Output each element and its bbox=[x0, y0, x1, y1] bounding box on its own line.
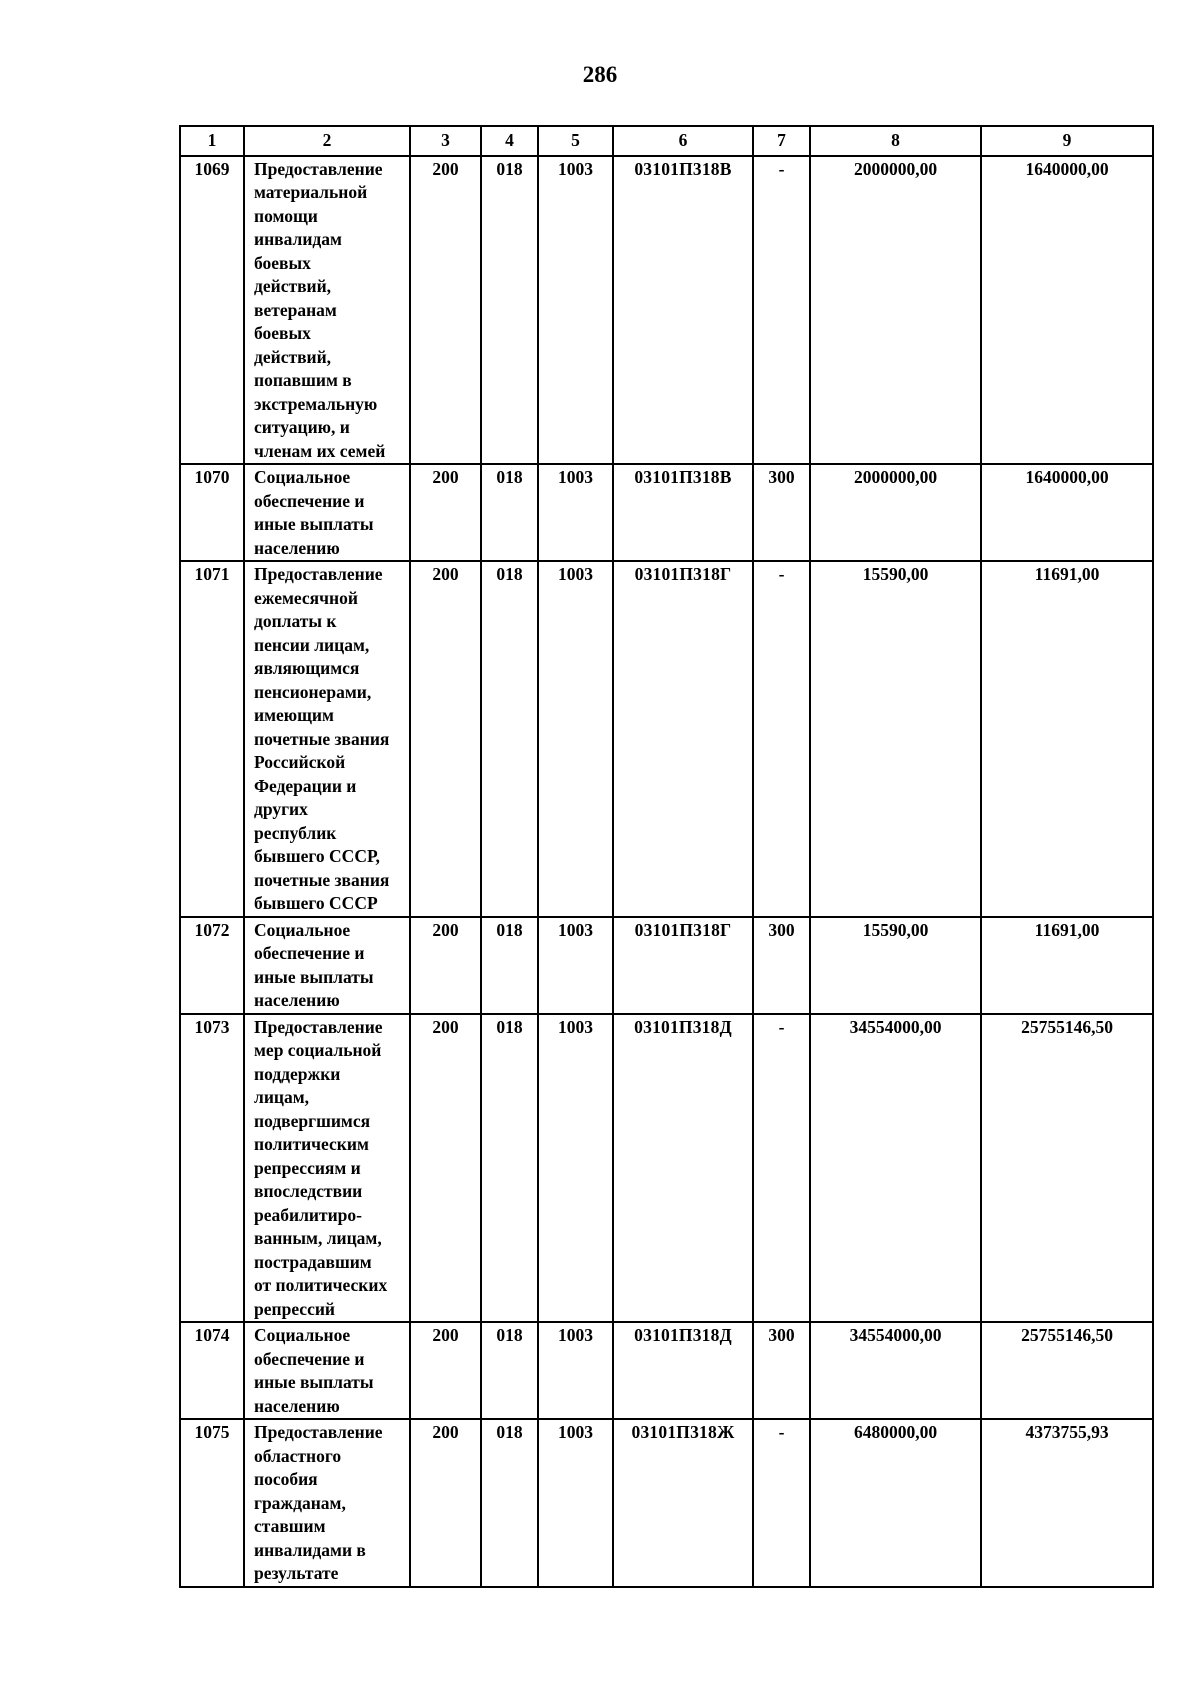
row-name-line: боевых bbox=[254, 323, 311, 343]
row-name-line: бывшего СССР bbox=[254, 893, 378, 913]
row-name-line: обеспечение и bbox=[254, 490, 365, 511]
cell-col-4: 018 bbox=[481, 464, 538, 561]
row-name-line: бывшего СССР, bbox=[254, 846, 380, 866]
cell-col-4: 018 bbox=[481, 156, 538, 465]
row-name-cell bbox=[244, 1014, 410, 1323]
row-name-line: Российской bbox=[254, 752, 346, 772]
row-name-line: боевых bbox=[254, 252, 311, 273]
row-number-cell: 1070 bbox=[180, 464, 244, 561]
row-name-line: Социальное bbox=[254, 1325, 351, 1345]
cell-amount-actual: 1640000,00 bbox=[981, 464, 1153, 561]
row-name-line: действий, bbox=[254, 276, 332, 296]
row-name-line: действий, bbox=[254, 346, 332, 367]
cell-col-5: 1003 bbox=[538, 1419, 613, 1587]
row-name-line: областного bbox=[254, 1445, 342, 1466]
row-name-line: Предоставление bbox=[254, 1016, 383, 1037]
row-name-line: инвалидами в bbox=[254, 1539, 366, 1560]
cell-col-4: 018 bbox=[481, 1419, 538, 1587]
cell-col-4: 018 bbox=[481, 1322, 538, 1419]
col-header: 5 bbox=[538, 126, 613, 156]
row-name-line: результате bbox=[254, 1563, 339, 1583]
cell-col-4: 018 bbox=[481, 1014, 538, 1323]
header-row bbox=[180, 126, 1153, 156]
row-name-line: пособия bbox=[254, 1469, 318, 1489]
cell-col-7: 300 bbox=[753, 917, 810, 1014]
row-name-line: попавшим в bbox=[254, 370, 352, 390]
cell-amount-plan: 34554000,00 bbox=[810, 1014, 981, 1323]
row-number-cell: 1071 bbox=[180, 561, 244, 917]
cell-target-code: 03101П318Д bbox=[613, 1322, 753, 1419]
row-name-line: обеспечение и bbox=[254, 1348, 365, 1369]
cell-col-4: 018 bbox=[481, 917, 538, 1014]
cell-amount-actual: 11691,00 bbox=[981, 561, 1153, 917]
col-header: 9 bbox=[981, 126, 1153, 156]
table-row bbox=[180, 1419, 1153, 1587]
cell-target-code: 03101П318В bbox=[613, 156, 753, 465]
row-name-line: ежемесячной bbox=[254, 587, 358, 608]
cell-target-code: 03101П318В bbox=[613, 464, 753, 561]
cell-amount-actual: 25755146,50 bbox=[981, 1014, 1153, 1323]
cell-col-7: - bbox=[753, 1014, 810, 1323]
cell-col-3: 200 bbox=[410, 1419, 481, 1587]
cell-col-7: - bbox=[753, 156, 810, 465]
row-name-line: мер социальной bbox=[254, 1040, 382, 1060]
cell-col-7: - bbox=[753, 561, 810, 917]
row-name-line: материальной bbox=[254, 182, 368, 202]
row-name-line: от политических bbox=[254, 1275, 388, 1295]
cell-target-code: 03101П318Ж bbox=[613, 1419, 753, 1587]
col-header: 6 bbox=[613, 126, 753, 156]
cell-amount-actual: 25755146,50 bbox=[981, 1322, 1153, 1419]
cell-amount-plan: 2000000,00 bbox=[810, 464, 981, 561]
table-row bbox=[180, 1014, 1153, 1323]
row-name-line: населению bbox=[254, 990, 340, 1010]
row-number-cell: 1072 bbox=[180, 917, 244, 1014]
cell-amount-actual: 4373755,93 bbox=[981, 1419, 1153, 1587]
row-name-line: иные выплаты bbox=[254, 966, 374, 987]
row-name-line: ванным, лицам, bbox=[254, 1228, 382, 1248]
cell-amount-actual: 11691,00 bbox=[981, 917, 1153, 1014]
row-name-line: экстремальную bbox=[254, 393, 378, 414]
row-name-line: пенсионерами, bbox=[254, 681, 372, 702]
cell-col-5: 1003 bbox=[538, 561, 613, 917]
cell-col-3: 200 bbox=[410, 1014, 481, 1323]
page-number: 286 bbox=[582, 62, 618, 87]
table-row bbox=[180, 1322, 1153, 1419]
table-body bbox=[180, 156, 1153, 1587]
cell-amount-plan: 34554000,00 bbox=[810, 1322, 981, 1419]
row-name-line: реабилитиро- bbox=[254, 1204, 362, 1225]
row-name-line: населению bbox=[254, 537, 340, 558]
row-name-line: поддержки bbox=[254, 1063, 341, 1084]
row-name-line: доплаты к bbox=[254, 611, 337, 631]
row-name-line: пенсии лицам, bbox=[254, 634, 370, 655]
budget-table bbox=[179, 125, 1154, 1588]
row-name-line: почетные звания bbox=[254, 869, 390, 890]
row-name-line: ветеранам bbox=[254, 299, 337, 320]
cell-col-4: 018 bbox=[481, 561, 538, 917]
row-name-line: других bbox=[254, 799, 308, 819]
table-row bbox=[180, 464, 1153, 561]
row-name-line: республик bbox=[254, 822, 337, 843]
row-name-line: Социальное bbox=[254, 919, 351, 940]
row-number-cell: 1073 bbox=[180, 1014, 244, 1323]
row-name-line: обеспечение и bbox=[254, 943, 365, 963]
cell-target-code: 03101П318Г bbox=[613, 561, 753, 917]
col-header: 8 bbox=[810, 126, 981, 156]
table-row bbox=[180, 156, 1153, 465]
row-name-line: Федерации и bbox=[254, 775, 357, 796]
row-name-line: почетные звания bbox=[254, 728, 390, 749]
cell-amount-plan: 6480000,00 bbox=[810, 1419, 981, 1587]
row-name-line: пострадавшим bbox=[254, 1251, 372, 1272]
row-name-line: ситуацию, и bbox=[254, 417, 350, 437]
col-header: 3 bbox=[410, 126, 481, 156]
cell-col-5: 1003 bbox=[538, 1014, 613, 1323]
cell-col-7: - bbox=[753, 1419, 810, 1587]
row-name-cell bbox=[244, 156, 410, 465]
row-name-cell bbox=[244, 1322, 410, 1419]
row-name-cell bbox=[244, 561, 410, 917]
row-name-line: Социальное bbox=[254, 467, 351, 487]
row-name-line: ставшим bbox=[254, 1516, 326, 1536]
row-name-line: иные выплаты bbox=[254, 514, 374, 534]
row-name-line: репрессиям и bbox=[254, 1157, 361, 1178]
cell-col-5: 1003 bbox=[538, 156, 613, 465]
col-header: 2 bbox=[244, 126, 410, 156]
col-header: 7 bbox=[753, 126, 810, 156]
row-number-cell: 1074 bbox=[180, 1322, 244, 1419]
row-name-line: гражданам, bbox=[254, 1492, 346, 1513]
row-name-line: впоследствии bbox=[254, 1181, 363, 1201]
col-header: 4 bbox=[481, 126, 538, 156]
row-name-line: Предоставление bbox=[254, 1422, 383, 1442]
table-row bbox=[180, 561, 1153, 917]
cell-col-5: 1003 bbox=[538, 1322, 613, 1419]
cell-col-5: 1003 bbox=[538, 917, 613, 1014]
cell-amount-plan: 15590,00 bbox=[810, 561, 981, 917]
row-name-cell bbox=[244, 1419, 410, 1587]
cell-col-7: 300 bbox=[753, 464, 810, 561]
cell-target-code: 03101П318Д bbox=[613, 1014, 753, 1323]
row-name-line: являющимся bbox=[254, 658, 360, 678]
cell-col-3: 200 bbox=[410, 464, 481, 561]
row-name-line: иные выплаты bbox=[254, 1372, 374, 1392]
row-number-cell: 1069 bbox=[180, 156, 244, 465]
row-name-line: репрессий bbox=[254, 1298, 335, 1319]
row-name-line: инвалидам bbox=[254, 229, 342, 249]
cell-amount-plan: 2000000,00 bbox=[810, 156, 981, 465]
cell-col-3: 200 bbox=[410, 561, 481, 917]
cell-col-3: 200 bbox=[410, 1322, 481, 1419]
row-name-line: населению bbox=[254, 1395, 340, 1416]
cell-target-code: 03101П318Г bbox=[613, 917, 753, 1014]
row-name-line: членам их семей bbox=[254, 440, 386, 461]
table-row bbox=[180, 917, 1153, 1014]
row-name-line: Предоставление bbox=[254, 158, 383, 179]
row-name-line: подвергшимся bbox=[254, 1110, 371, 1131]
row-name-line: помощи bbox=[254, 205, 318, 226]
row-name-line: лицам, bbox=[254, 1087, 310, 1107]
cell-amount-plan: 15590,00 bbox=[810, 917, 981, 1014]
row-name-line: имеющим bbox=[254, 705, 334, 725]
row-name-line: политическим bbox=[254, 1134, 369, 1154]
row-name-cell bbox=[244, 917, 410, 1014]
row-name-line: Предоставление bbox=[254, 564, 383, 584]
cell-amount-actual: 1640000,00 bbox=[981, 156, 1153, 465]
row-number-cell: 1075 bbox=[180, 1419, 244, 1587]
cell-col-3: 200 bbox=[410, 156, 481, 465]
cell-col-3: 200 bbox=[410, 917, 481, 1014]
col-header: 1 bbox=[180, 126, 244, 156]
cell-col-7: 300 bbox=[753, 1322, 810, 1419]
cell-col-5: 1003 bbox=[538, 464, 613, 561]
row-name-cell bbox=[244, 464, 410, 561]
